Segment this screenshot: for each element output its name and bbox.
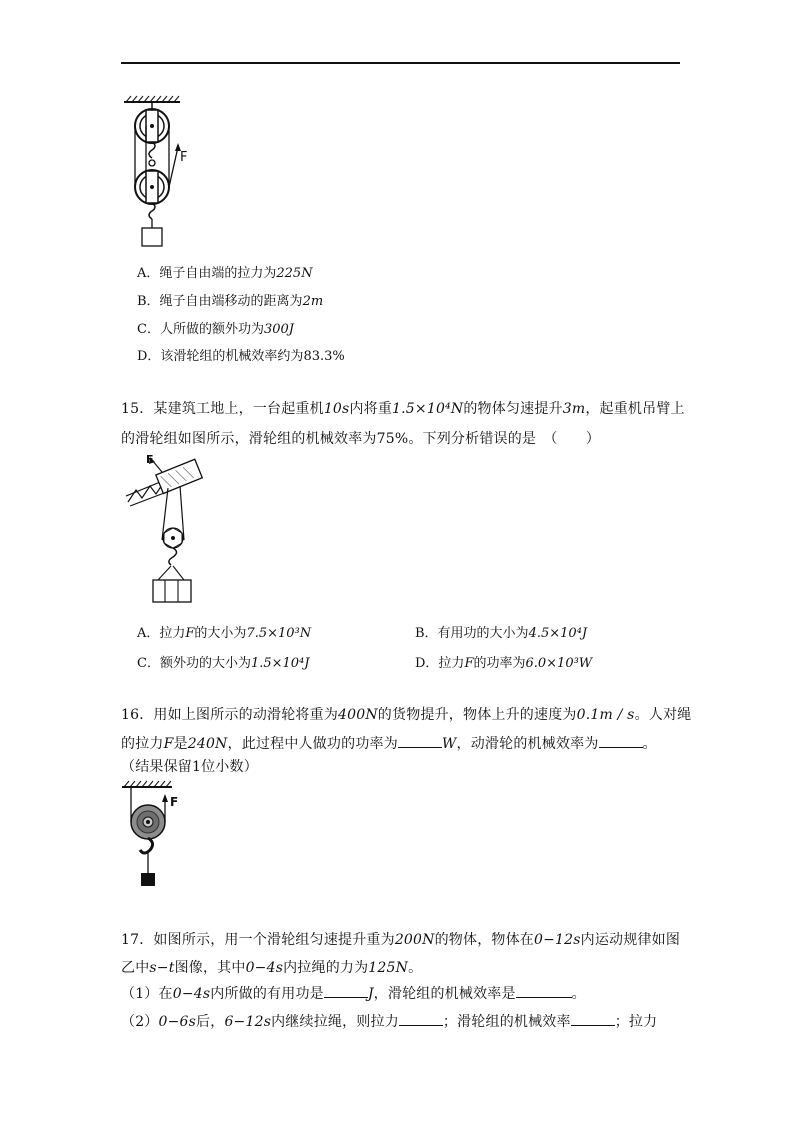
q17-efficiency-blank[interactable] [516,984,572,998]
q15-option-d: D．拉力F的功率为6.0×10³W [415,656,593,671]
q17-force-blank[interactable] [399,1012,443,1026]
q17-line2: 乙中s−t图像，其中0−4s内拉绳的力为125N。 [121,960,423,976]
q17-part1: （1）在0−4s内所做的有用功是 J，滑轮组的机械效率是 。 [121,986,586,1002]
q17-efficiency2-blank[interactable] [571,1012,615,1026]
q14-option-b: B．绳子自由端移动的距离为2m [137,294,324,309]
q15-crane-figure [122,452,212,607]
q14-pulley-figure [118,95,198,255]
q15-line2: 的滑轮组如图所示，滑轮组的机械效率为75%。下列分析错误的是 （ ） [121,431,601,447]
q14-option-d: D．该滑轮组的机械效率约为83.3% [137,349,345,364]
q15-line1: 15．某建筑工地上，一台起重机10s内将重1.5×10⁴N的物体匀速提升3m，起重机吊臂上 [121,401,685,417]
q14-option-c: C．人所做的额外功为300J [137,322,294,337]
header-rule [121,62,680,64]
q15-option-a: A．拉力F的大小为7.5×10³N [137,626,312,641]
q16-line1: 16．用如上图所示的动滑轮将重为400N的货物提升，物体上升的速度为0.1m / s。人对绳 [121,707,692,723]
q16-efficiency-blank[interactable] [599,734,643,748]
q16-line3: （结果保留1位小数） [121,759,258,775]
q15-option-c: C．额外功的大小为1.5×10⁴J [137,656,310,671]
q16-force-label: F [170,795,179,809]
q17-useful-work-blank[interactable] [324,984,368,998]
q14-force-label: F [180,150,188,165]
q15-option-b: B．有用功的大小为4.5×10⁴J [415,626,588,641]
q17-line1: 17．如图所示，用一个滑轮组匀速提升重为200N的物体，物体在0−12s内运动规律如图 [121,932,681,948]
q15-force-label: F [146,453,154,466]
q14-option-a: A．绳子自由端的拉力为225N [137,266,313,281]
q17-part2: （2）0−6s后，6−12s内继续拉绳，则拉力 ；滑轮组的机械效率 ；拉力 [121,1014,658,1030]
q16-line2: 的拉力F是240N，此过程中人做功的功率为 W，动滑轮的机械效率为 。 [121,736,657,752]
q16-power-blank[interactable] [398,734,442,748]
